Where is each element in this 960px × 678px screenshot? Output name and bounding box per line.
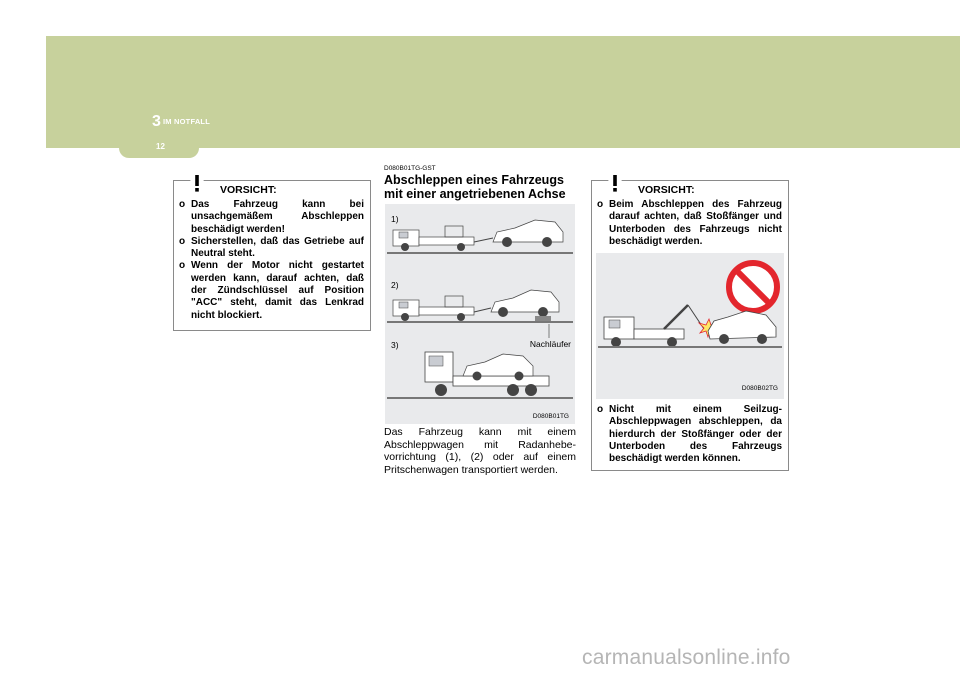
header-band [46,36,960,148]
tow-truck-2 [393,296,491,321]
bullet-mark: o [179,235,186,247]
figure-label-1: 1) [391,214,399,224]
bullet-mark: o [597,199,604,210]
warning-triangle-icon [182,170,212,194]
chapter-title: IM NOTFALL [163,117,210,126]
list-item-text: Sicherstellen, daß das Getriebe auf Neutral steht. [191,235,364,260]
warning-title: VORSICHT: [220,184,277,196]
list-item [597,199,782,248]
prohibited-icon [729,263,777,311]
list-item-text: Nicht mit einem Seilzug-Abschleppwagen abschleppen, da hierdurch der Stoßfänger oder der Unterboden des Fahrzeugs beschädigt werden können. [609,404,782,465]
figure-label-3: 3) [391,340,399,350]
list-item-text: Wenn der Motor nicht gestartet werden kann, darauf achten, daß der Zündschlüssel auf Position "ACC" steht, damit das Lenkrad nicht blockiert. [191,260,364,321]
towed-car-1 [493,220,563,247]
warning-list-top [597,199,782,248]
bullet-mark: o [597,404,604,415]
page-number: 12 [156,142,165,151]
figure-label-2: 2) [391,280,399,290]
warning-triangle-icon [600,170,630,194]
list-item-text: Beim Abschleppen des Fahrzeug darauf achten, daß Stoßfänger und Unterboden des Fahrzeugs nicht beschädigt werden. [609,199,782,247]
warning-list [179,199,364,322]
section-body-text: Das Fahrzeug kann mit einem Abschleppwagen mit Radanhebe-vorrichtung (1), (2) oder auf einem Pritschenwagen transportiert werden. [384,426,576,476]
bullet-mark: o [179,260,186,272]
warning-box-left [173,180,371,331]
list-item [597,404,782,465]
towed-car-lifted [708,311,776,344]
warning-title: VORSICHT: [638,184,695,196]
wrecker-truck [604,305,704,347]
list-item [179,260,364,321]
list-item [179,236,364,261]
towing-illustration [385,204,575,424]
wrecker-illustration [596,253,784,399]
figure-code: D080B02TG [741,385,778,392]
list-item [179,199,364,236]
towed-car-2 [491,290,559,322]
section-title: Abschleppen eines Fahrzeugs mit einer angetriebenen Achse [384,173,566,201]
figure-code: D080B01TG [532,413,569,420]
chapter-number: 3 [152,113,161,130]
warning-list-bottom [597,404,782,465]
watermark: carmanualsonline.info [582,646,791,669]
bullet-mark: o [179,199,186,210]
section-code: D080B01TG-GST [384,165,436,172]
list-item-text: Das Fahrzeug kann bei unsachgemäßem Abschleppen beschädigt werden! [191,199,364,235]
dolly-callout: Nachläufer [529,339,571,349]
tow-truck-1 [393,226,493,251]
